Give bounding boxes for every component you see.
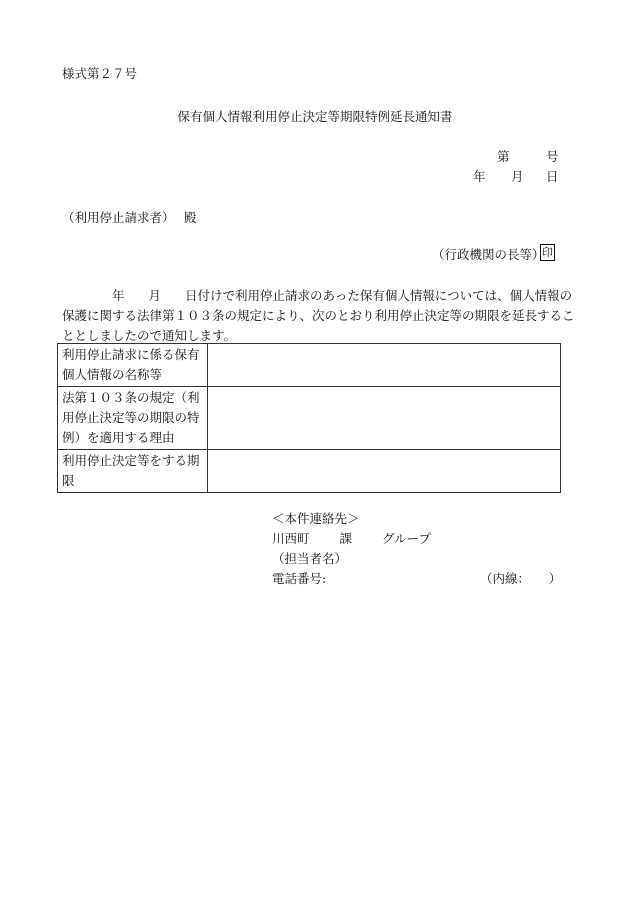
addressee-honorific: 殿	[184, 210, 197, 225]
document-title: 保有個人情報利用停止決定等期限特例延長通知書	[177, 109, 453, 124]
row-label	[58, 344, 208, 387]
contact-town: 川西町	[272, 531, 310, 546]
row-label-line: 用停止決定等の期限の特	[62, 410, 200, 425]
form-number: 様式第２７号	[62, 66, 138, 81]
row-label-line: 個人情報の名称等	[62, 367, 163, 382]
date-day-label: 日	[546, 169, 559, 184]
row-label-line: 例）を適用する理由	[62, 430, 175, 445]
info-table	[57, 343, 561, 493]
number-go: 号	[546, 149, 559, 164]
seal-box: 印	[542, 246, 553, 259]
table-row	[58, 450, 561, 493]
table-row	[58, 387, 561, 450]
contact-heading: ＜本件連絡先＞	[272, 511, 360, 526]
row-label	[58, 387, 208, 450]
notice-line-1	[62, 286, 573, 306]
row-label-line: 利用停止請求に係る保有	[62, 347, 200, 362]
addressee-label: （利用停止請求者）	[62, 210, 175, 225]
row-label	[58, 450, 208, 493]
notice-line-3: ととしましたので通知します。	[62, 328, 237, 343]
row-value[interactable]	[208, 450, 561, 493]
notice-line-2: 保護に関する法律第１０３条の規定により、次のとおり利用停止決定等の期限を延長するこ	[62, 308, 575, 323]
row-label-line: 限	[62, 473, 75, 488]
row-value[interactable]	[208, 344, 561, 387]
body-year-label: 年	[112, 288, 125, 303]
issuer-label: （行政機関の長等）	[432, 247, 545, 262]
contact-group: グループ	[382, 531, 432, 546]
contact-extension: （内線： ）	[480, 571, 562, 586]
body-line-1-text: 日付けで利用停止請求のあった保有個人情報については、個人情報の	[185, 288, 573, 303]
table-row	[58, 344, 561, 387]
row-label-line: 法第１０３条の規定（利	[62, 390, 200, 405]
number-dai: 第	[497, 149, 510, 164]
contact-department	[272, 529, 431, 547]
date-month-label: 月	[511, 169, 524, 184]
notice-body	[62, 286, 575, 346]
row-label-line: 利用停止決定等をする期	[62, 453, 200, 468]
date-year-label: 年	[473, 169, 486, 184]
contact-phone-label: 電話番号:	[272, 571, 327, 586]
row-value[interactable]	[208, 387, 561, 450]
body-month-label: 月	[148, 288, 162, 303]
contact-person: （担当者名）	[272, 551, 348, 566]
contact-ka: 課	[339, 531, 353, 546]
